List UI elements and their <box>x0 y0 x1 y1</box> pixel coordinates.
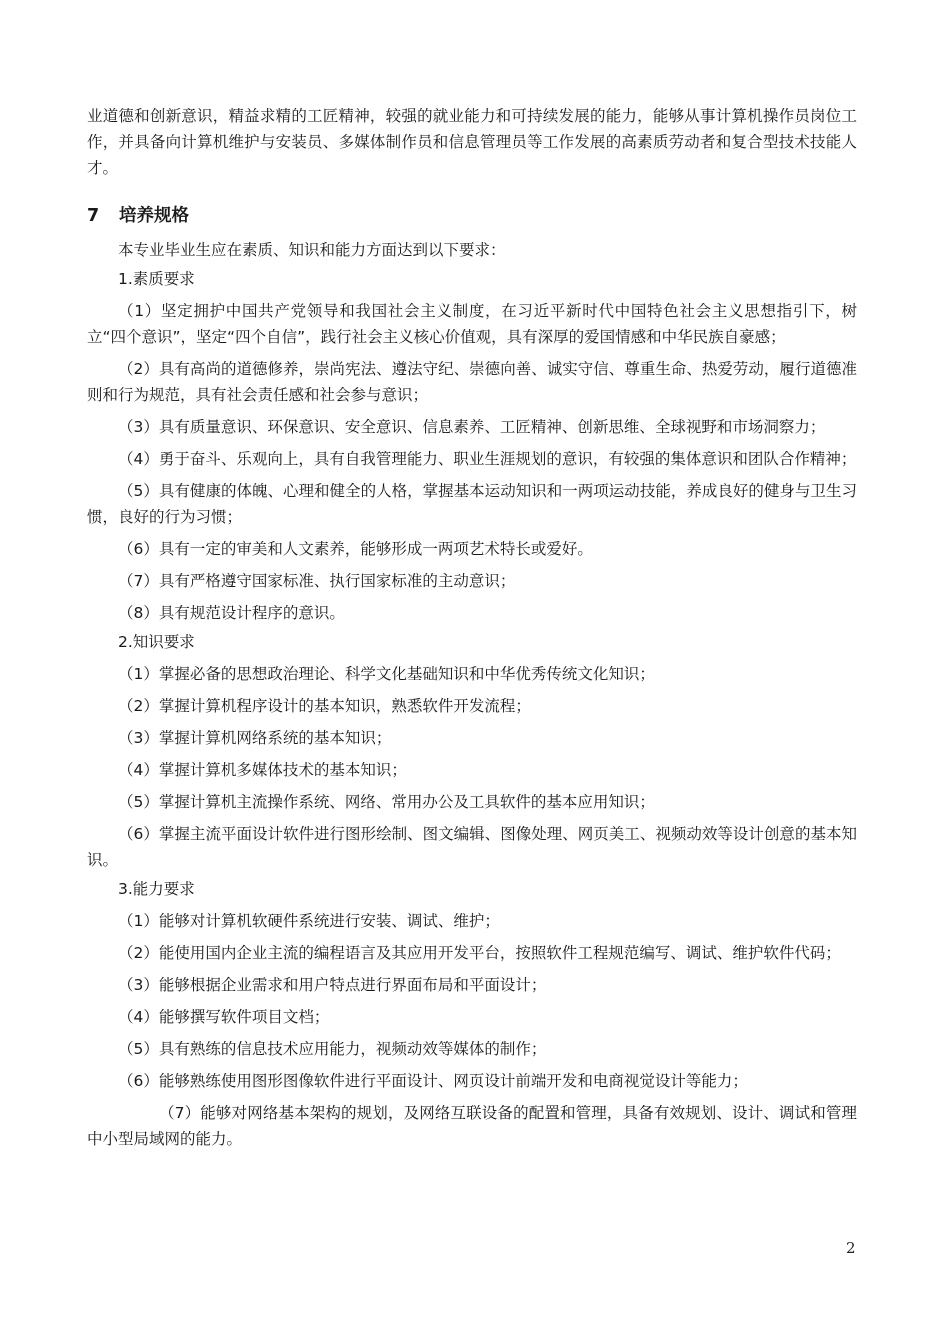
section-heading <box>87 203 857 229</box>
ability-item: （1）能够对计算机软硬件系统进行安装、调试、维护； <box>118 912 500 930</box>
quality-item: （7）具有严格遵守国家标准、执行国家标准的主动意识； <box>118 572 516 590</box>
intro-paragraph: 业道德和创新意识，精益求精的工匠精神，较强的就业能力和可持续发展的能力，能够从事计算机操作员岗位工作，并具备向计算机维护与安装员、多媒体制作员和信息管理员等工作发展的高素质劳动者和复合型技术技能人才。 <box>87 107 857 177</box>
knowledge-heading: 2.知识要求 <box>118 633 195 651</box>
quality-item: （2）具有高尚的道德修养，崇尚宪法、遵法守纪、崇德向善、诚实守信、尊重生命、热爱劳动，履行道德准则和行为规范，具有社会责任感和社会参与意识； <box>87 360 857 404</box>
section-title: 培养规格 <box>119 206 189 226</box>
knowledge-item: （4）掌握计算机多媒体技术的基本知识； <box>118 761 407 779</box>
knowledge-item: （2）掌握计算机程序设计的基本知识，熟悉软件开发流程； <box>118 697 531 715</box>
ability-heading: 3.能力要求 <box>118 880 195 898</box>
knowledge-item: （1）掌握必备的思想政治理论、科学文化基础知识和中华优秀传统文化知识； <box>118 665 655 683</box>
quality-item: （3）具有质量意识、环保意识、安全意识、信息素养、工匠精神、创新思维、全球视野和市场洞察力； <box>118 418 826 436</box>
quality-item: （8）具有规范设计程序的意识。 <box>118 604 345 622</box>
ability-item: （7）能够对网络基本架构的规划，及网络互联设备的配置和管理，具备有效规划、设计、调试和管理中小型局域网的能力。 <box>87 1104 857 1148</box>
quality-item: （6）具有一定的审美和人文素养，能够形成一两项艺术特长或爱好。 <box>118 540 593 558</box>
ability-item: （5）具有熟练的信息技术应用能力，视频动效等媒体的制作； <box>118 1040 547 1058</box>
page-content <box>87 103 857 1152</box>
knowledge-item: （5）掌握计算机主流操作系统、网络、常用办公及工具软件的基本应用知识； <box>118 793 655 811</box>
quality-item: （5）具有健康的体魄、心理和健全的人格，掌握基本运动知识和一两项运动技能，养成良好的健身与卫生习惯，良好的行为习惯； <box>87 482 857 526</box>
lead-paragraph: 本专业毕业生应在素质、知识和能力方面达到以下要求： <box>118 241 506 259</box>
knowledge-item: （3）掌握计算机网络系统的基本知识； <box>118 729 392 747</box>
ability-item: （3）能够根据企业需求和用户特点进行界面布局和平面设计； <box>118 976 547 994</box>
section-number: 7 <box>87 206 100 226</box>
quality-heading: 1.素质要求 <box>118 270 195 288</box>
quality-item: （1）坚定拥护中国共产党领导和我国社会主义制度，在习近平新时代中国特色社会主义思想指引下，树立“四个意识”，坚定“四个自信”，践行社会主义核心价值观，具有深厚的爱国情感和中华民族自豪感； <box>87 302 857 346</box>
page-number: 2 <box>846 1239 856 1257</box>
ability-item: （2）能使用国内企业主流的编程语言及其应用开发平台，按照软件工程规范编写、调试、维护软件代码； <box>118 944 841 962</box>
ability-item: （6）能够熟练使用图形图像软件进行平面设计、网页设计前端开发和电商视觉设计等能力； <box>118 1072 748 1090</box>
quality-item: （4）勇于奋斗、乐观向上，具有自我管理能力、职业生涯规划的意识，有较强的集体意识和团队合作精神； <box>118 450 857 468</box>
ability-item: （4）能够撰写软件项目文档； <box>118 1008 330 1026</box>
knowledge-item: （6）掌握主流平面设计软件进行图形绘制、图文编辑、图像处理、网页美工、视频动效等设计创意的基本知识。 <box>87 825 857 869</box>
